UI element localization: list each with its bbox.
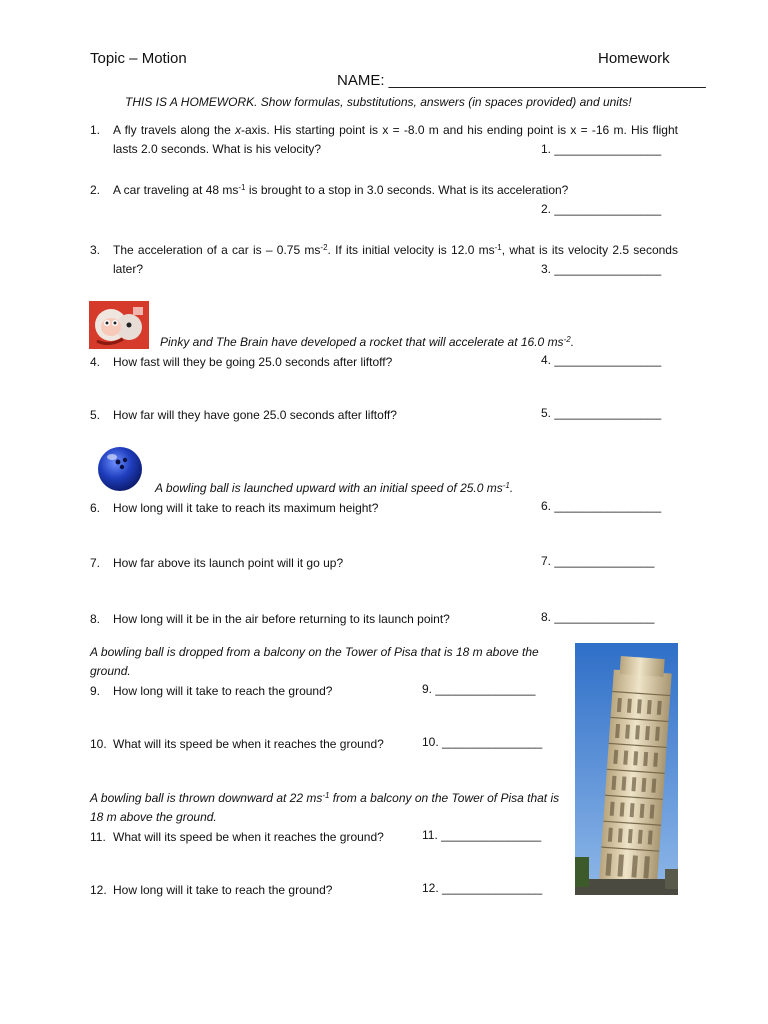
leaning-tower-photo	[575, 643, 678, 895]
answer-line-3[interactable]: 3. ________________	[541, 262, 662, 276]
blue-ball-picture	[96, 445, 144, 493]
cartoon-picture	[89, 301, 149, 349]
question-11: 11. What will its speed be when it reaches the ground?	[90, 830, 384, 844]
pinky-brain-intro: Pinky and The Brain have developed a rocket that will accelerate at 16.0 $ms^{-2}$.	[160, 335, 575, 349]
bowling-up-intro: A bowling ball is launched upward with an initial speed of 25.0 $ms^{-1}$.	[155, 481, 514, 495]
answer-line-11[interactable]: 11. _______________	[422, 828, 542, 842]
answer-line-5[interactable]: 5. ________________	[541, 406, 662, 420]
question-1: 1. A fly travels along the x-axis. His starting point is x = -8.0 m and his ending point is x = -16 m. His flight lasts 2.0 seconds. What is his velocity?	[90, 123, 678, 156]
topic-title: Topic – Motion	[90, 50, 187, 67]
question-5: 5. How far will they have gone 25.0 seconds after liftoff?	[90, 408, 397, 422]
pinky-brain-image	[89, 301, 149, 349]
question-7: 7. How far above its launch point will it go up?	[90, 556, 344, 570]
bowling-ball-image	[96, 445, 144, 493]
answer-line-2[interactable]: 2. ________________	[541, 202, 662, 216]
pisa-throw-intro: A bowling ball is thrown downward at 22 $ms^{-1}$ from a balcony on the Tower of Pisa that is 18 m above the ground.	[90, 791, 560, 824]
answer-line-9[interactable]: 9. _______________	[422, 682, 536, 696]
answer-line-6[interactable]: 6. ________________	[541, 499, 662, 513]
answer-line-1[interactable]: 1. ________________	[541, 142, 662, 156]
answer-line-10[interactable]: 10. _______________	[422, 735, 543, 749]
question-4: 4. How fast will they be going 25.0 seconds after liftoff?	[90, 355, 393, 369]
answer-line-8[interactable]: 8. _______________	[541, 610, 655, 624]
question-2: 2. A car traveling at 48 $ms^{-1}$ is brought to a stop in 3.0 seconds. What is its acceleration?	[90, 183, 569, 197]
answer-line-7[interactable]: 7. _______________	[541, 554, 655, 568]
homework-label: Homework	[598, 50, 670, 67]
pisa-drop-intro: A bowling ball is dropped from a balcony on the Tower of Pisa that is 18 m above the ground.	[90, 645, 539, 678]
answer-line-4[interactable]: 4. ________________	[541, 353, 662, 367]
answer-line-12[interactable]: 12. _______________	[422, 881, 543, 895]
question-9: 9. How long will it take to reach the ground?	[90, 684, 333, 698]
question-8: 8. How long will it be in the air before returning to its launch point?	[90, 612, 450, 626]
name-field-label: NAME: ______________________________________	[337, 72, 706, 89]
instructions: THIS IS A HOMEWORK. Show formulas, substitutions, answers (in spaces provided) and units!	[125, 95, 632, 109]
question-10: 10. What will its speed be when it reaches the ground?	[90, 737, 384, 751]
question-12: 12. How long will it take to reach the ground?	[90, 883, 333, 897]
tower-of-pisa-image	[575, 643, 678, 895]
question-6: 6. How long will it take to reach its maximum height?	[90, 501, 379, 515]
question-3: 3. The acceleration of a car is – 0.75 $ms^{-2}$. If its initial velocity is 12.0 $ms^{-1}$, what is its velocity 2.5 seconds later?	[90, 243, 678, 276]
